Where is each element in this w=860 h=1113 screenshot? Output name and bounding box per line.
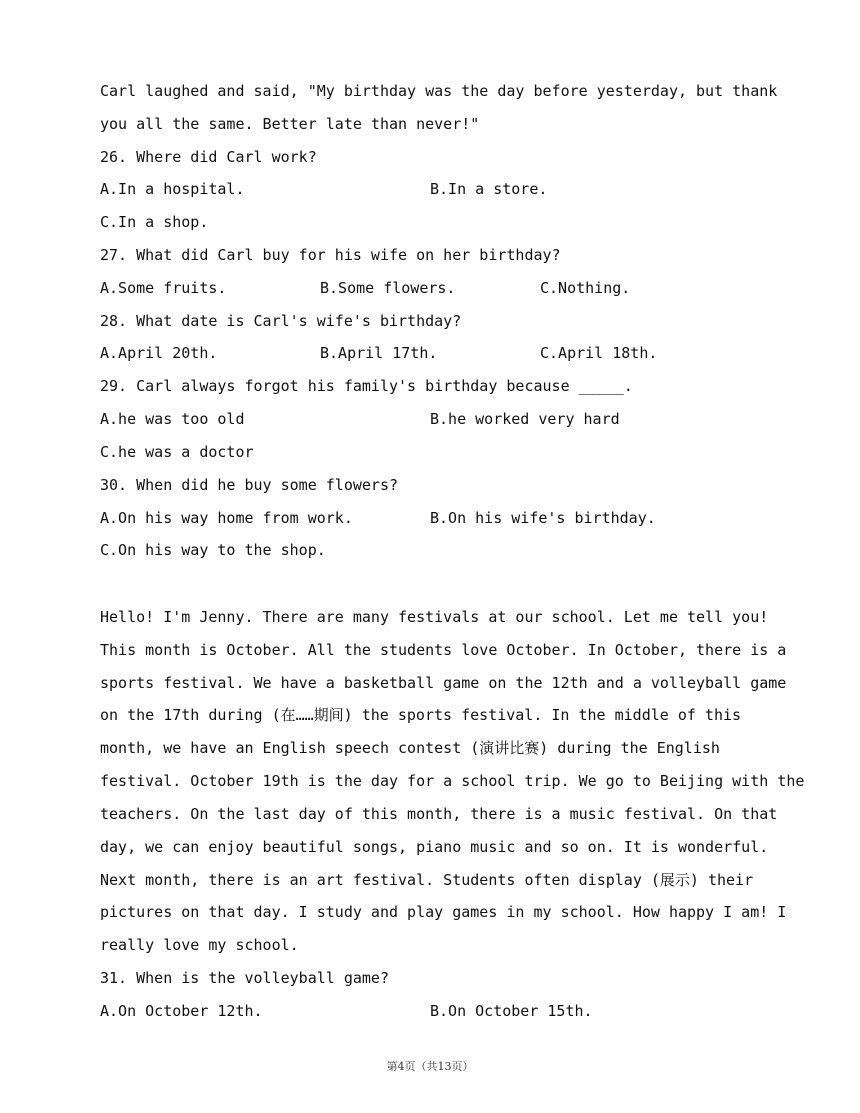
answer-option: C.he was a doctor: [100, 443, 254, 461]
answer-option: B.Some flowers.: [320, 279, 456, 297]
answer-option: C.Nothing.: [540, 279, 631, 297]
answer-option: B.In a store.: [430, 180, 548, 198]
passage-line: on the 17th during (在……期间) the sports festival. In the middle of this: [100, 706, 742, 724]
passage-line: festival. October 19th is the day for a school trip. We go to Beijing with the: [100, 772, 805, 790]
passage-line: Carl laughed and said, "My birthday was the day before yesterday, but thank: [100, 82, 778, 100]
answer-option: C.April 18th.: [540, 344, 658, 362]
answer-option: B.On October 15th.: [430, 1002, 593, 1020]
passage-line: day, we can enjoy beautiful songs, piano music and so on. It is wonderful.: [100, 838, 769, 856]
answer-option: A.he was too old: [100, 410, 245, 428]
passage-line: teachers. On the last day of this month, there is a music festival. On that: [100, 805, 778, 823]
passage-line: sports festival. We have a basketball game on the 12th and a volleyball game: [100, 674, 787, 692]
passage-line: you all the same. Better late than never!": [100, 115, 480, 133]
answer-option: A.On October 12th.: [100, 1002, 263, 1020]
passage-line: really love my school.: [100, 936, 299, 954]
answer-option: B.April 17th.: [320, 344, 438, 362]
question-stem: 27. What did Carl buy for his wife on her birthday?: [100, 246, 561, 264]
passage-line: Hello! I'm Jenny. There are many festivals at our school. Let me tell you!: [100, 608, 769, 626]
answer-option: A.In a hospital.: [100, 180, 245, 198]
answer-option: B.On his wife's birthday.: [430, 509, 656, 527]
passage-line: Next month, there is an art festival. Students often display (展示) their: [100, 871, 754, 889]
answer-option: A.On his way home from work.: [100, 509, 353, 527]
question-stem: 30. When did he buy some flowers?: [100, 476, 399, 494]
passage-line: pictures on that day. I study and play games in my school. How happy I am! I: [100, 903, 787, 921]
answer-option: A.April 20th.: [100, 344, 218, 362]
answer-option: A.Some fruits.: [100, 279, 227, 297]
page-footer: 第4页（共13页）: [386, 1060, 474, 1073]
question-stem: 26. Where did Carl work?: [100, 148, 317, 166]
answer-option: B.he worked very hard: [430, 410, 620, 428]
answer-option: C.On his way to the shop.: [100, 541, 326, 559]
question-stem: 28. What date is Carl's wife's birthday?: [100, 312, 462, 330]
question-stem: 29. Carl always forgot his family's birthday because _____.: [100, 377, 633, 395]
question-stem: 31. When is the volleyball game?: [100, 969, 389, 987]
answer-option: C.In a shop.: [100, 213, 209, 231]
passage-line: This month is October. All the students love October. In October, there is a: [100, 641, 787, 659]
passage-line: month, we have an English speech contest (演讲比赛) during the English: [100, 739, 720, 757]
